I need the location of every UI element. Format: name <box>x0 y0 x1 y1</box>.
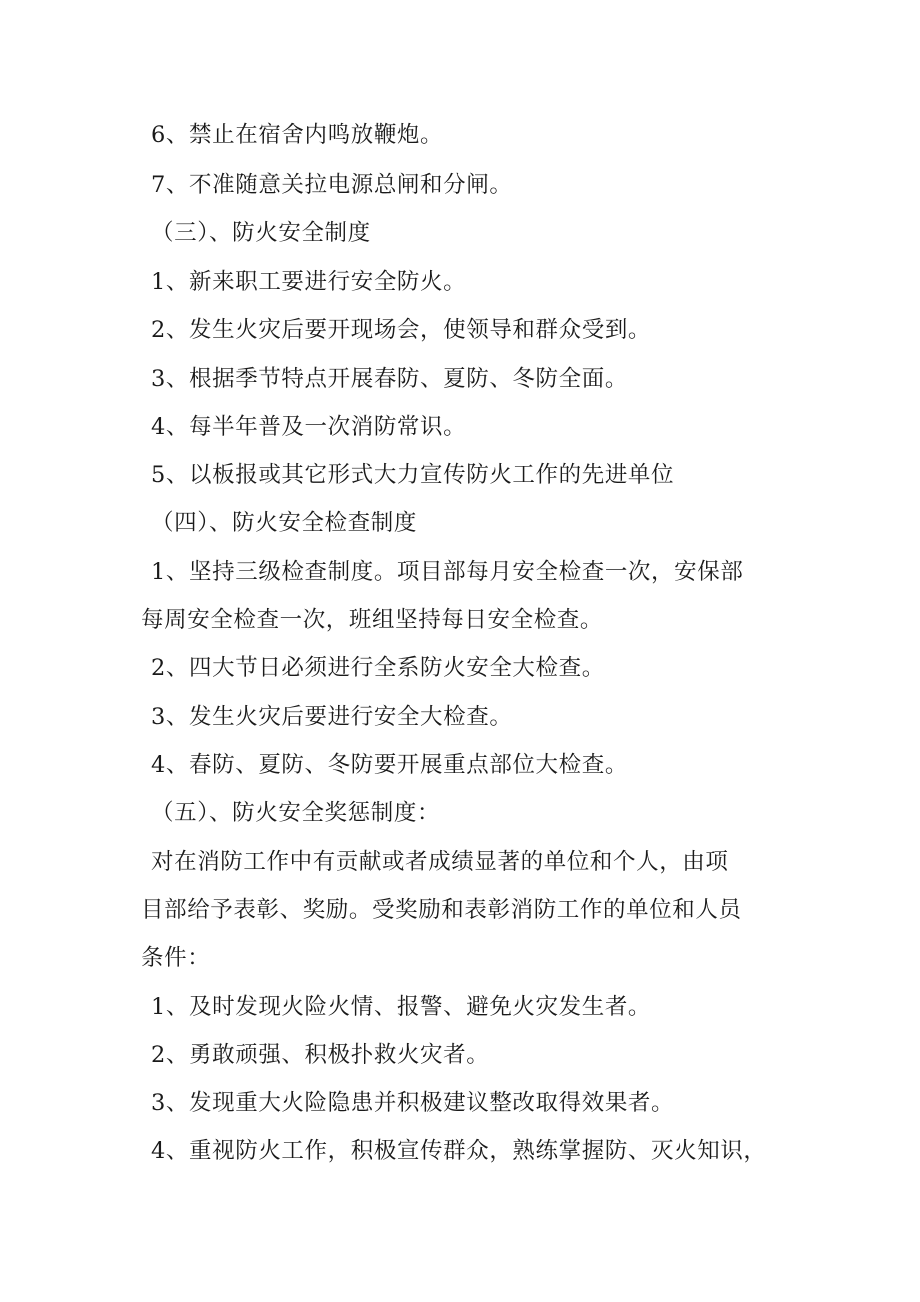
reward-paragraph-line-2: 目部给予表彰、奖励。受奖励和表彰消防工作的单位和人员 <box>141 897 742 923</box>
inspection-item-1-line-1: 1、坚持三级检查制度。项目部每月安全检查一次，安保部 <box>151 559 744 585</box>
reward-condition-3: 3、发现重大火险隐患并积极建议整改取得效果者。 <box>151 1090 675 1116</box>
rule-item-7: 7、不准随意关拉电源总闸和分闸。 <box>151 172 513 198</box>
inspection-item-1-line-2: 每周安全检查一次，班组坚持每日安全检查。 <box>141 607 604 633</box>
section-heading-3: （三）、防火安全制度 <box>151 220 371 246</box>
fire-rule-item-1: 1、新来职工要进行安全防火。 <box>151 269 467 295</box>
inspection-item-3: 3、发生火灾后要进行安全大检查。 <box>151 704 513 730</box>
reward-paragraph-line-3: 条件： <box>141 945 211 971</box>
inspection-item-4: 4、春防、夏防、冬防要开展重点部位大检查。 <box>151 752 628 778</box>
rule-item-6: 6、禁止在宿舍内鸣放鞭炮。 <box>151 122 444 148</box>
fire-rule-item-4: 4、每半年普及一次消防常识。 <box>151 414 467 440</box>
reward-condition-2: 2、勇敢顽强、积极扑救火灾者。 <box>151 1042 490 1068</box>
section-heading-4: （四）、防火安全检查制度 <box>151 510 417 536</box>
fire-rule-item-3: 3、根据季节特点开展春防、夏防、冬防全面。 <box>151 366 628 392</box>
inspection-item-2: 2、四大节日必须进行全系防火安全大检查。 <box>151 655 605 681</box>
reward-condition-1: 1、及时发现火险火情、报警、避免火灾发生者。 <box>151 994 652 1020</box>
reward-condition-4: 4、重视防火工作，积极宣传群众，熟练掌握防、灭火知识， <box>151 1138 767 1164</box>
fire-rule-item-2: 2、发生火灾后要开现场会，使领导和群众受到。 <box>151 317 652 343</box>
fire-rule-item-5: 5、以板报或其它形式大力宣传防火工作的先进单位 <box>151 462 675 488</box>
reward-paragraph-line-1: 对在消防工作中有贡献或者成绩显著的单位和个人，由项 <box>151 849 729 875</box>
section-heading-5: （五）、防火安全奖惩制度： <box>151 800 441 826</box>
